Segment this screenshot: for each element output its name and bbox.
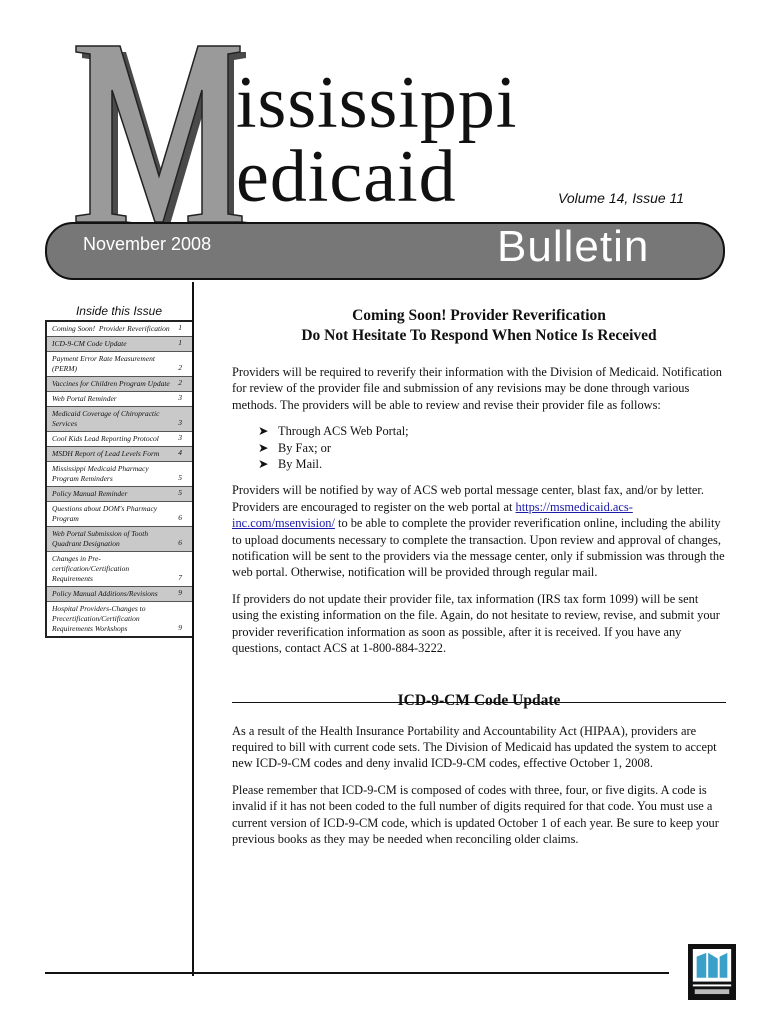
table-of-contents — [45, 320, 192, 638]
toc-item — [47, 602, 192, 636]
bulletin-title: Bulletin — [497, 222, 650, 271]
main-column — [232, 306, 726, 847]
toc-item — [47, 377, 192, 392]
toc-item-page: 7 — [178, 573, 182, 582]
toc-item-page: 3 — [178, 393, 182, 402]
arrow-bullet-icon: ➤ — [258, 440, 269, 455]
issue-date: November 2008 — [83, 234, 212, 254]
toc-item — [47, 552, 192, 587]
bullet-text: Through ACS Web Portal; — [278, 424, 409, 439]
paragraph-text: Providers will be notified by way of ACS web portal message center, blast fax, and/or by letter. Providers are encouraged to register on the web portal at — [232, 483, 704, 514]
toc-item-label: ICD-9-CM Code Update — [52, 339, 127, 348]
toc-item — [47, 392, 192, 407]
medicaid-logo — [688, 944, 736, 1000]
toc-item-page: 1 — [178, 338, 182, 347]
toc-item — [47, 337, 192, 352]
toc-item-page: 1 — [178, 323, 182, 332]
bullet-text: By Mail. — [278, 457, 323, 472]
article1-bullet-list — [232, 423, 726, 472]
toc-item-label: Policy Manual Additions/Revisions — [52, 589, 158, 598]
toc-item-page: 4 — [178, 448, 182, 457]
bulletin-banner — [45, 222, 725, 280]
article1-headline-line2: Do Not Hesitate To Respond When Notice Is Received — [301, 327, 657, 344]
toc-item-label: Vaccines for Children Program Update — [52, 379, 170, 388]
toc-item — [47, 462, 192, 487]
toc-item-label: Cool Kids Lead Reporting Protocol — [52, 434, 159, 443]
masthead-big-m — [62, 6, 252, 234]
toc-item — [47, 587, 192, 602]
toc-item-label: Coming Soon! Provider Reverification — [52, 324, 170, 333]
article1-paragraph-1: Providers will be required to reverify their information with the Division of Medicaid. Notification for review of the provider file and submission of any revisions may be done through various methods. The providers will be able to review and revise their provider file as follows: — [232, 365, 722, 412]
toc-item-label: Payment Error Rate Measurement (PERM) — [52, 354, 155, 373]
footer-rule — [45, 972, 669, 974]
big-m-letter-icon — [62, 6, 252, 234]
toc-item — [47, 322, 192, 337]
article2-paragraph-2: Please remember that ICD-9-CM is composed of codes with three, four, or five digits. A code is invalid if it has not been coded to the full number of digits required for that code. You must use a current version of ICD-9-CM code, which is updated October 1 of each year. Be sure to keep your previous books as they may be needed when reconciling older claims. — [232, 782, 719, 846]
article1-paragraph-3: If providers do not update their provider file, tax information (IRS tax form 1099) will be sent using the existing information on the file. Again, do not hesitate to review, revise, and submit your provider reverification information as soon as possible, after it is received. If you have any questions, contact ACS at 1-800-884-3222. — [232, 591, 720, 656]
arrow-bullet-icon: ➤ — [258, 457, 269, 472]
article2-paragraph-1: As a result of the Health Insurance Portability and Accountability Act (HIPAA), providers are required to bill with current code sets. The Division of Medicaid has updated the system to accept new ICD-9-CM codes and deny invalid ICD-9-CM codes, effective October 1, 2008. — [232, 723, 717, 771]
toc-item-page: 5 — [178, 473, 182, 482]
toc-item-label: MSDH Report of Lead Levels Form — [52, 449, 160, 458]
toc-item-label: Medicaid Coverage of Chiropractic Services — [52, 409, 160, 428]
column-divider — [192, 282, 194, 976]
arrow-bullet-icon: ➤ — [258, 424, 269, 439]
toc-item — [47, 527, 192, 552]
paragraph-text: to be able to complete the provider reverification online, including the ability to upload documents necessary to complete the transaction. Upon review and approval of changes, notification will be sent to the providers via the message center, only if submission was through the web portal. Otherwise, notification will be provided through regular mail. — [232, 516, 725, 580]
volume-issue: Volume 14, Issue 11 — [558, 190, 685, 206]
toc-item-label: Web Portal Reminder — [52, 394, 117, 403]
toc-item-label: Changes in Pre-certification/Certification Requirements — [52, 554, 130, 583]
toc-item-page: 9 — [178, 588, 182, 597]
toc-item-label: Web Portal Submission of Tooth Quadrant Designation — [52, 529, 149, 548]
toc-item — [47, 487, 192, 502]
toc-item-label: Policy Manual Reminder — [52, 489, 128, 498]
toc-item-label: Mississippi Medicaid Pharmacy Program Reminders — [52, 464, 149, 483]
toc-item — [47, 502, 192, 527]
toc-item — [47, 432, 192, 447]
toc-item — [47, 352, 192, 377]
masthead-word-medicaid: edicaid — [236, 136, 457, 218]
toc-item-page: 2 — [178, 363, 182, 372]
article1-paragraph-2 — [232, 482, 726, 580]
toc-item-page: 6 — [178, 513, 182, 522]
article1-headline-line1: Coming Soon! Provider Reverification — [352, 307, 606, 324]
article2-headline: ICD-9-CM Code Update — [397, 691, 561, 709]
toc-item-label: Hospital Providers-Changes to Precertification/Certification Requirements Workshops — [52, 604, 146, 633]
toc-item-page: 6 — [178, 538, 182, 547]
toc-item — [47, 407, 192, 432]
article1-headline — [232, 306, 726, 346]
list-item — [258, 440, 726, 456]
toc-item-page: 3 — [178, 418, 182, 427]
inside-this-issue-title: Inside this Issue — [75, 304, 163, 318]
web-portal-link[interactable]: https://msmedicaid.acs-inc.com/msenvision/ — [232, 499, 633, 531]
masthead-word-mississippi: ississippi — [236, 62, 518, 144]
toc-item-page: 3 — [178, 433, 182, 442]
toc-item-page: 5 — [178, 488, 182, 497]
bullet-text: By Fax; or — [278, 440, 332, 455]
toc-item-page: 9 — [178, 623, 182, 632]
toc-item-page: 2 — [178, 378, 182, 387]
toc-item-label: Questions about DOM's Pharmacy Program — [52, 504, 158, 523]
medicaid-logo-icon — [689, 945, 735, 999]
list-item — [258, 423, 726, 439]
list-item — [258, 456, 726, 472]
toc-item — [47, 447, 192, 462]
